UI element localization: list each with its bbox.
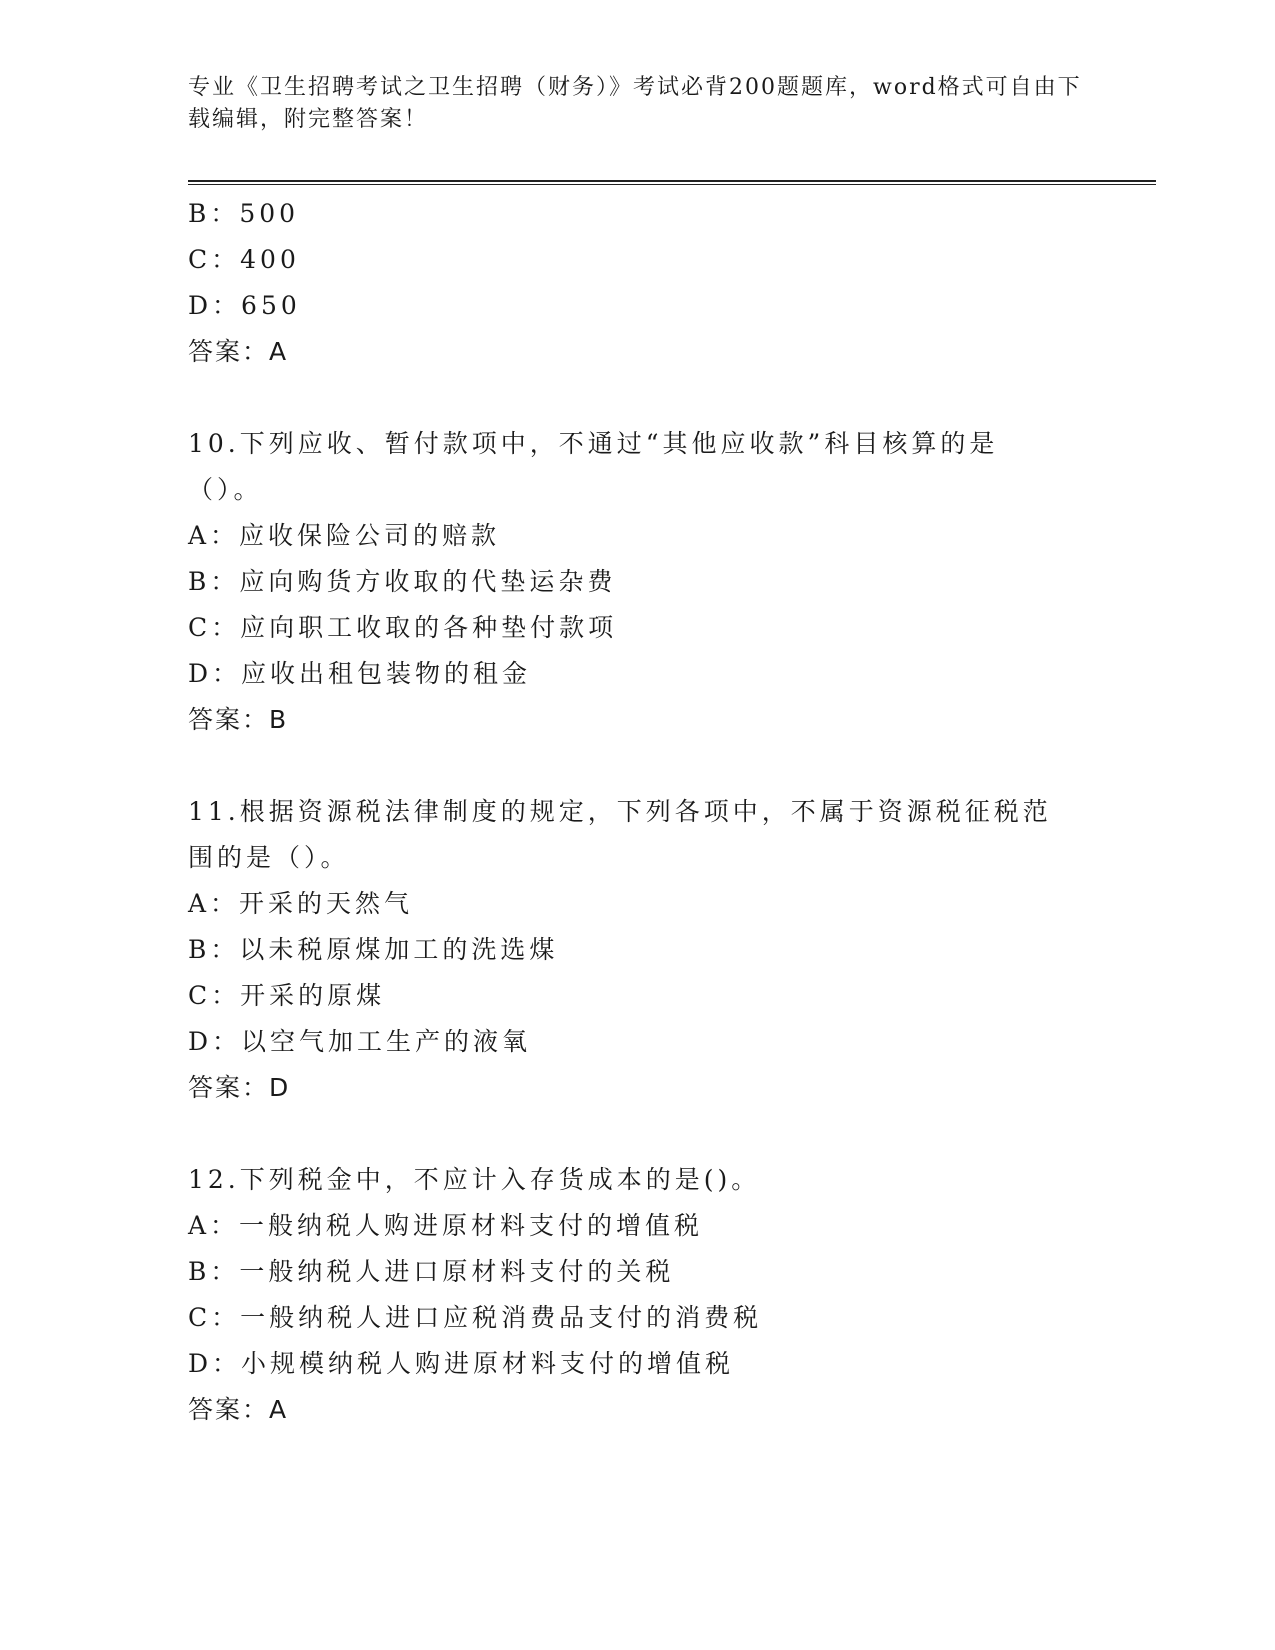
question-12	[188, 1157, 1088, 1433]
option-d: D：应收出租包装物的租金	[188, 659, 532, 688]
question-10	[188, 421, 1088, 743]
option-b: B：以未税原煤加工的洗选煤	[188, 935, 559, 964]
answer-line: 答案：D	[188, 1073, 291, 1102]
answer-line: 答案：A	[188, 337, 289, 366]
option-c: C：一般纳税人进口应税消费品支付的消费税	[188, 1303, 763, 1332]
option-c: C：400	[188, 245, 300, 274]
option-a: A：开采的天然气	[188, 889, 414, 918]
option-b: B：500	[188, 199, 300, 228]
option-d: D：650	[188, 291, 301, 320]
option-a: A：一般纳税人购进原材料支付的增值税	[188, 1211, 704, 1240]
option-d: D：小规模纳税人购进原材料支付的增值税	[188, 1349, 735, 1378]
previous-question-tail	[188, 191, 1088, 375]
page-header: 专业《卫生招聘考试之卫生招聘（财务）》考试必背200题题库，word格式可自由下载编辑，附完整答案！	[188, 75, 1082, 132]
header-divider-thick	[188, 180, 1156, 182]
question-text: 10.下列应收、暂付款项中，不通过“其他应收款”科目核算的是（）。	[188, 429, 999, 504]
header-divider-thin	[188, 184, 1156, 185]
option-c: C：开采的原煤	[188, 981, 386, 1010]
question-11	[188, 789, 1088, 1111]
option-b: B：一般纳税人进口原材料支付的关税	[188, 1257, 675, 1286]
option-d: D：以空气加工生产的液氧	[188, 1027, 532, 1056]
answer-line: 答案：A	[188, 1395, 289, 1424]
answer-line: 答案：B	[188, 705, 289, 734]
question-text: 12.下列税金中，不应计入存货成本的是()。	[188, 1165, 761, 1194]
option-b: B：应向购货方收取的代垫运杂费	[188, 567, 617, 596]
option-c: C：应向职工收取的各种垫付款项	[188, 613, 618, 642]
question-content	[188, 191, 1088, 1433]
question-text: 11.根据资源税法律制度的规定，下列各项中，不属于资源税征税范围的是（）。	[188, 797, 1052, 872]
option-a: A：应收保险公司的赔款	[188, 521, 501, 550]
